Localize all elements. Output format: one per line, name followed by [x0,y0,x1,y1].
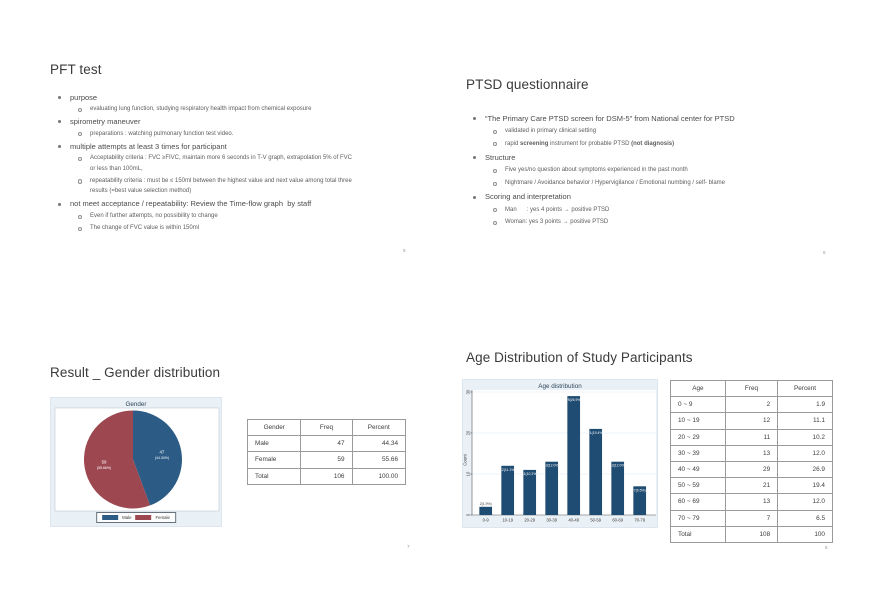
bullet-circle-icon [493,182,497,186]
cell: 55.66 [352,452,406,468]
bullet-dot-icon [58,203,61,206]
x-tick-label: 40-49 [568,517,580,523]
bar-label: 13(12.0%) [609,463,626,468]
table-row [671,413,833,429]
slide-title: PFT test [50,62,102,77]
legend-label: Female [155,515,170,520]
bullet-item [40,104,440,115]
bullet-item [455,178,855,189]
cell: 26.9 [778,461,833,477]
bar-label: 13(12.0%) [543,463,560,468]
x-tick-label: 50-59 [590,517,602,523]
age-table [670,380,833,543]
bar-label: 2(1.9%) [479,501,492,506]
bullet-dot-icon [473,156,476,159]
bullet-item [40,199,440,209]
bullet-item [40,223,440,234]
bullet-circle-icon [493,208,497,212]
bullet-text: evaluating lung function, studying respiratory health impact from chemical exposure [90,106,312,112]
cell: Male [248,436,301,452]
cell: 19.4 [778,478,833,494]
bullet-dot-icon [473,196,476,199]
cell: 12.0 [778,445,833,461]
cell: 70 ~ 79 [671,510,726,526]
bullet-text: Acceptability criteria : FVC ≥FIVC, maintain more 6 seconds in T-V graph, extrapolation 5% of FVC or less than 100mL, [90,155,352,172]
bullet-text: The change of FVC value is within 150ml [90,224,200,231]
table-row [671,526,833,542]
bar-label: 21(19.4%) [587,430,604,435]
cell: 47 [301,436,352,452]
cell: Total [671,526,726,542]
slide-title: PTSD questionnaire [466,77,589,92]
pie-chart-svg [51,398,223,528]
pie-slice-value: 59 [101,459,107,465]
table-row [671,445,833,461]
bar-60-69 [611,462,624,515]
bullet-item [455,192,855,202]
bullet-text: preparations : watching pulmonary function test video. [90,130,234,137]
cell: 106 [301,468,352,484]
cell: 6.5 [778,510,833,526]
header-cell: Percent [352,420,406,436]
cell: 30 ~ 39 [671,445,726,461]
data-table [670,380,833,543]
bullet-item [40,117,440,127]
pie-slice-percent: (44.34%) [154,455,170,460]
age-bar-chart [462,379,658,528]
cell: 59 [301,452,352,468]
bullet-item [455,153,855,163]
bullet-item [40,176,440,197]
bullet-text: Five yes/no question about symptoms experienced in the past month [505,167,688,174]
table-header-row [248,420,406,436]
slide-ptsd-questionnaire [455,70,855,270]
cell: 11.1 [778,413,833,429]
bar-label: 12(11.1%) [499,467,516,472]
bullet-text: not meet acceptance / repeatability: Review the Time-flow graph by staff [70,199,312,209]
bullet-item [40,142,440,152]
bar-30-39 [545,462,558,515]
slide-title: Age Distribution of Study Participants [466,350,693,365]
bullet-item [40,211,440,222]
header-cell: Freq [725,381,777,397]
bullet-dot-icon [473,117,476,120]
bullet-item [40,129,440,140]
bullet-circle-icon [78,132,82,136]
cell: 11 [725,429,777,445]
x-tick-label: 0-9 [482,517,489,523]
header-cell: Gender [248,420,301,436]
legend-swatch-female [136,515,152,520]
bar-label: 7(6.5%) [633,488,646,493]
cell: 12.0 [778,494,833,510]
cell: 13 [725,494,777,510]
cell: Total [248,468,301,484]
x-tick-label: 30-39 [546,517,558,523]
slide-age-distribution [455,345,870,565]
bullet-dot-icon [58,120,61,123]
bullet-circle-icon [493,130,497,134]
bullet-text: Man : yes 4 points → positive PTSD [505,206,610,213]
cell: 29 [725,461,777,477]
bullet-circle-icon [78,157,82,161]
bullet-text: “The Primary Care PTSD screen for DSM-5” from National center for PTSD [485,113,735,123]
text-segment: (not diagnosis) [631,140,675,147]
slide-gender-distribution [40,360,440,560]
x-tick-label: 10-19 [502,517,514,523]
cell: 40 ~ 49 [671,461,726,477]
bullet-circle-icon [493,169,497,173]
bullet-dot-icon [58,145,61,148]
gender-pie-chart [50,397,222,527]
bullet-circle-icon [78,179,82,183]
bullet-text: spirometry maneuver [70,117,141,127]
cell: 7 [725,510,777,526]
y-axis-title: Count [463,454,468,466]
cell: 1.9 [778,397,833,413]
page-number: 8 [825,545,828,550]
bullet-text: Woman: yes 3 points → positive PTSD [505,219,609,226]
text-segment: instrument for probable PTSD [548,140,632,147]
cell: 108 [725,526,777,542]
bar-0-9 [479,507,492,515]
text-segment: rapid [505,140,521,147]
table-row [671,510,833,526]
cell: 10.2 [778,429,833,445]
bullet-text: Scoring and interpretation [485,192,571,202]
bullet-text [505,141,674,147]
page-number: 7 [407,544,410,549]
pie-legend [96,512,176,523]
bullet-item [455,205,855,216]
bar-chart-svg [463,380,659,529]
x-tick-label: 60-69 [612,517,624,523]
bar-40-49 [567,396,580,515]
header-cell: Freq [301,420,352,436]
bullet-circle-icon [78,215,82,219]
legend-swatch-male [102,515,118,520]
bullet-item [455,126,855,137]
bullet-item [40,153,440,174]
bar-50-59 [589,429,602,515]
bar-20-29 [523,470,536,515]
bullet-circle-icon [78,108,82,112]
pie-slice-value: 47 [159,449,165,455]
bullet-dot-icon [58,96,61,99]
bullet-text: Nightmare / Avoidance behavior / Hypervigilance / Emotional numbing / self- blame [505,179,726,186]
text-segment: screening [520,140,549,147]
bullet-text: multiple attempts at least 3 times for participant [70,141,227,151]
bullet-text: validated in primary clinical setting [505,128,597,135]
cell: 12 [725,413,777,429]
bullet-text: Even if further attempts, no possibility to change [90,212,218,219]
cell: Female [248,452,301,468]
table-row [248,452,406,468]
table-row [671,478,833,494]
bar-label: 11(10.2%) [521,471,538,476]
bar-label: 29(26.9%) [565,398,582,403]
bar-plot-area [472,390,656,515]
page-number: 6 [823,250,826,255]
cell: 44.34 [352,436,406,452]
bullet-item [40,93,440,103]
bullet-circle-icon [493,221,497,225]
cell: 100 [778,526,833,542]
bullet-item [455,114,855,124]
x-tick-label: 70-79 [634,517,646,523]
pie-chart-title: Gender [125,401,147,408]
cell: 21 [725,478,777,494]
bullet-text: repeatability criteria : must be ≤ 150ml between the highest value and next value among total three results (=best value selection method) [90,177,352,195]
bullet-circle-icon [78,227,82,231]
table-row [248,468,406,484]
slide-title: Result _ Gender distribution [50,365,221,380]
y-tick-label: 20 [465,430,471,436]
cell: 0 ~ 9 [671,397,726,413]
bullet-item [455,217,855,228]
legend-label: Male [122,515,132,520]
bullet-item [455,165,855,176]
bullet-text: Structure [485,153,516,163]
cell: 60 ~ 69 [671,494,726,510]
cell: 20 ~ 29 [671,429,726,445]
slide-pft-test [40,55,440,270]
cell: 50 ~ 59 [671,478,726,494]
cell: 10 ~ 19 [671,413,726,429]
y-tick-label: 0 [465,513,471,517]
bullet-list [40,90,440,235]
table-row [671,494,833,510]
bar-10-19 [501,466,514,515]
y-tick-label: 10 [465,471,471,477]
bar-chart-title: Age distribution [538,383,582,390]
data-table [247,419,406,485]
table-row [671,461,833,477]
page-number: 5 [403,248,406,253]
bullet-text: purpose [70,92,98,102]
cell: 13 [725,445,777,461]
table-row [248,436,406,452]
gender-table [247,419,406,485]
pie-slice-percent: (55.66%) [96,466,112,471]
table-row [671,397,833,413]
table-row [671,429,833,445]
x-tick-label: 20-29 [524,517,536,523]
bullet-item [455,139,855,150]
cell: 100.00 [352,468,406,484]
bullet-circle-icon [493,142,497,146]
y-tick-label: 30 [465,389,471,395]
header-cell: Percent [778,381,833,397]
table-header-row [671,381,833,397]
cell: 2 [725,397,777,413]
header-cell: Age [671,381,726,397]
bullet-list [455,110,855,230]
